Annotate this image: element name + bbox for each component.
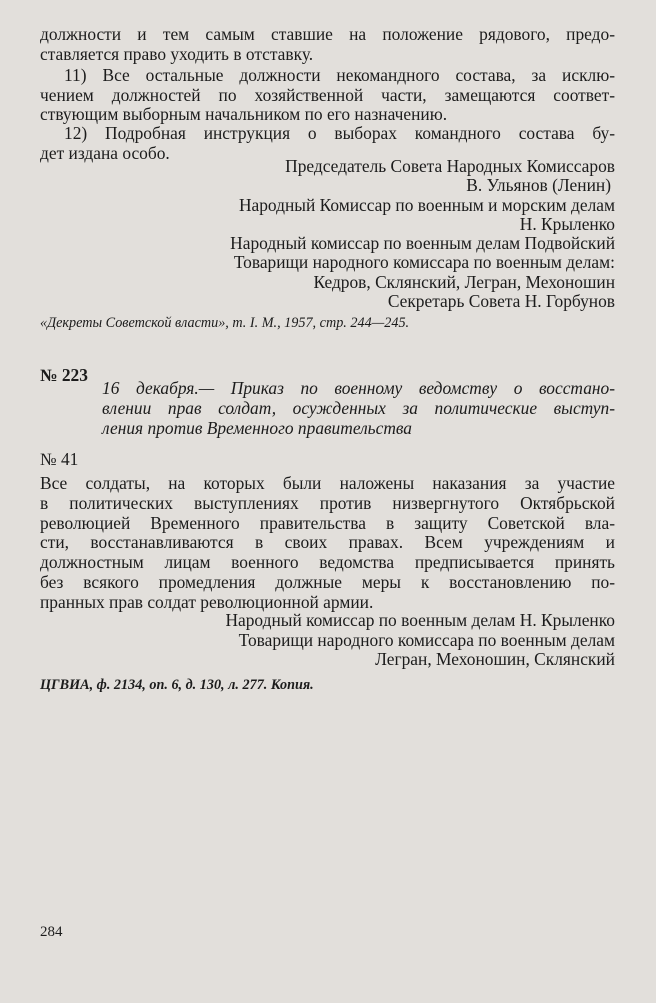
signature-line: Товарищи народного комиссара по военным делам (238, 629, 615, 650)
title-line: 16 декабря.— Приказ по военному ведомству о восстано- (102, 378, 615, 398)
signature-line: Секретарь Совета Н. Горбунов (387, 291, 615, 312)
document-title (102, 378, 615, 438)
source-citation-2 (40, 676, 615, 696)
text-line: чением должностей по хозяйственной части, замещаются соответ- (40, 84, 615, 105)
order-number-text: № 41 (40, 449, 79, 469)
top-paragraph (40, 25, 615, 64)
text-line: 12) Подробная инструкция о выборах командного состава бу- (64, 123, 615, 143)
order-text (40, 474, 615, 613)
source-citation-text: «Декреты Советской власти», т. I. М., 1957, стр. 244—245. (40, 315, 410, 331)
signature-line: Народный комиссар по военным делам Н. Крыленко (225, 610, 615, 630)
signature-line: Народный комиссар по военным делам Подвойский (230, 233, 615, 254)
signature-line: Товарищи народного комиссара по военным делам: (233, 252, 615, 273)
text-line: ствующим выборным начальником по его назначению. (40, 104, 448, 125)
text-line: 11) Все остальные должности некомандного состава, за исклю- (64, 65, 615, 85)
signature-block-2 (40, 611, 615, 670)
text-line: дет издана особо. (40, 142, 170, 163)
text-line: ставляется право уходить в отставку. (40, 43, 314, 64)
item-11-paragraph (40, 66, 615, 125)
text-line: Все солдаты, на которых были наложены наказания за участие (40, 473, 615, 493)
document-number: № 223 (40, 365, 88, 385)
signature-line: Легран, Мехоношин, Склянский (375, 649, 615, 670)
page-number: 284 (40, 924, 63, 940)
signature-line: Председатель Совета Народных Комиссаров (285, 156, 615, 176)
source-citation-text: ЦГВИА, ф. 2134, оп. 6, д. 130, л. 277. Копия. (40, 677, 314, 693)
title-line: ления против Временного правительства (102, 418, 412, 438)
text-line: пранных прав солдат революционной армии. (40, 591, 374, 612)
text-line: революцией Временного правительства в защиту Советской вла- (40, 512, 615, 533)
text-line: без всякого промедления должные меры к восстановлению по- (40, 571, 615, 592)
signature-block-1 (40, 157, 615, 311)
text-line: должностным лицам военного ведомства предписывается принять (40, 552, 615, 573)
order-number (40, 450, 615, 470)
title-line: влении прав солдат, осужденных за политические выступ- (102, 398, 615, 418)
source-citation-1 (40, 314, 615, 334)
text-line: сти, восстанавливаются в своих правах. Всем учреждениям и (40, 532, 615, 553)
text-line: в политических выступлениях против низвергнутого Октябрьской (40, 492, 615, 513)
signature-line: В. Ульянов (Ленин) (466, 175, 611, 196)
signature-line: Кедров, Склянский, Легран, Мехоношин (313, 271, 615, 292)
signature-line: Народный Комиссар по военным и морским делам (238, 194, 615, 215)
signature-line: Н. Крыленко (519, 213, 615, 234)
text-line: должности и тем самым ставшие на положение рядового, предо- (40, 24, 615, 44)
